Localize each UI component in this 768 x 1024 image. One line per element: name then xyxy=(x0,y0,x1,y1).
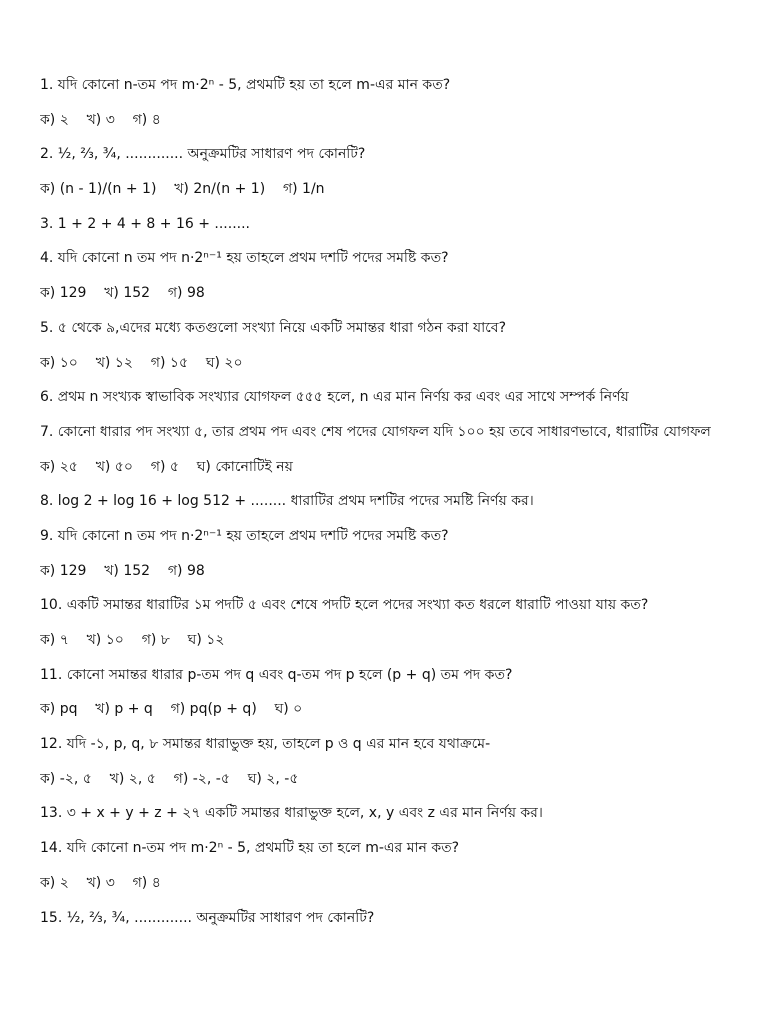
question-3-text: 3. 1 + 2 + 4 + 8 + 16 + ........ xyxy=(40,215,251,232)
question-4-options: ক) 129 খ) 152 গ) 98 xyxy=(40,285,205,302)
question-13-text: 13. ৩ + x + y + z + ২৭ একটি সমান্তর ধারাভুক্ত হলে, x, y এবং z এর মান নির্ণয় কর। xyxy=(40,805,543,822)
question-list xyxy=(40,74,768,941)
question-14-text: 14. যদি কোনো n-তম পদ m·2ⁿ - 5, প্রথমটি হয় তা হলে m-এর মান কত? xyxy=(40,840,460,857)
question-9-text: 9. যদি কোনো n তম পদ n·2ⁿ⁻¹ হয় তাহলে প্রথম দশটি পদের সমষ্টি কত? xyxy=(40,527,449,544)
question-9-options: ক) 129 খ) 152 গ) 98 xyxy=(40,562,205,579)
question-2-options: ক) (n - 1)/(n + 1) খ) 2n/(n + 1) গ) 1/n xyxy=(40,181,325,198)
question-7-text: 7. কোনো ধারার পদ সংখ্যা ৫, তার প্রথম পদ এবং শেষ পদের যোগফল যদি ১০০ হয় তবে সাধারণভাবে, ধারাটির যোগফল xyxy=(40,423,711,440)
question-11-text: 11. কোনো সমান্তর ধারার p-তম পদ q এবং q-তম পদ p হলে (p + q) তম পদ কত? xyxy=(40,666,513,683)
question-15-text: 15. ½, ⅔, ¾, ............. অনুক্রমটির সাধারণ পদ কোনটি? xyxy=(40,909,375,926)
question-12-options: ক) -২, ৫ খ) ২, ৫ গ) -২, -৫ ঘ) ২, -৫ xyxy=(40,770,299,787)
question-11-options: ক) pq খ) p + q গ) pq(p + q) ঘ) ০ xyxy=(40,701,303,718)
question-2-text: 2. ½, ⅔, ¾, ............. অনুক্রমটির সাধারণ পদ কোনটি? xyxy=(40,146,366,163)
question-7-options: ক) ২৫ খ) ৫০ গ) ৫ ঘ) কোনোটিই নয় xyxy=(40,458,293,475)
question-4-text: 4. যদি কোনো n তম পদ n·2ⁿ⁻¹ হয় তাহলে প্রথম দশটি পদের সমষ্টি কত? xyxy=(40,250,449,267)
question-6-text: 6. প্রথম n সংখ্যক স্বাভাবিক সংখ্যার যোগফল ৫৫৫ হলে, n এর মান নির্ণয় কর এবং এর সাথে সম্পর্ক নির্ণয় xyxy=(40,389,629,406)
question-5-options: ক) ১০ খ) ১২ গ) ১৫ ঘ) ২০ xyxy=(40,354,243,371)
question-10-text: 10. একটি সমান্তর ধারাটির ১ম পদটি ৫ এবং শেষে পদটি হলে পদের সংখ্যা কত ধরলে ধারাটি পাওয়া যায় কত? xyxy=(40,597,649,614)
question-12-text: 12. যদি -১, p, q, ৮ সমান্তর ধারাভুক্ত হয়, তাহলে p ও q এর মান হবে যথাক্রমে- xyxy=(40,736,491,753)
question-5-text: 5. ৫ থেকে ৯,এদের মধ্যে কতগুলো সংখ্যা নিয়ে একটি সমান্তর ধারা গঠন করা যাবে? xyxy=(40,319,507,336)
question-10-options: ক) ৭ খ) ১০ গ) ৮ ঘ) ১২ xyxy=(40,632,225,648)
question-8-text: 8. log 2 + log 16 + log 512 + ........ ধারাটির প্রথম দশটির পদের সমষ্টি নির্ণয় কর। xyxy=(40,493,534,510)
question-1-text: 1. যদি কোনো n-তম পদ m·2ⁿ - 5, প্রথমটি হয় তা হলে m-এর মান কত? xyxy=(40,77,451,93)
question-1-options: ক) ২ খ) ৩ গ) ৪ xyxy=(40,111,161,128)
question-14-options: ক) ২ খ) ৩ গ) ৪ xyxy=(40,874,161,891)
